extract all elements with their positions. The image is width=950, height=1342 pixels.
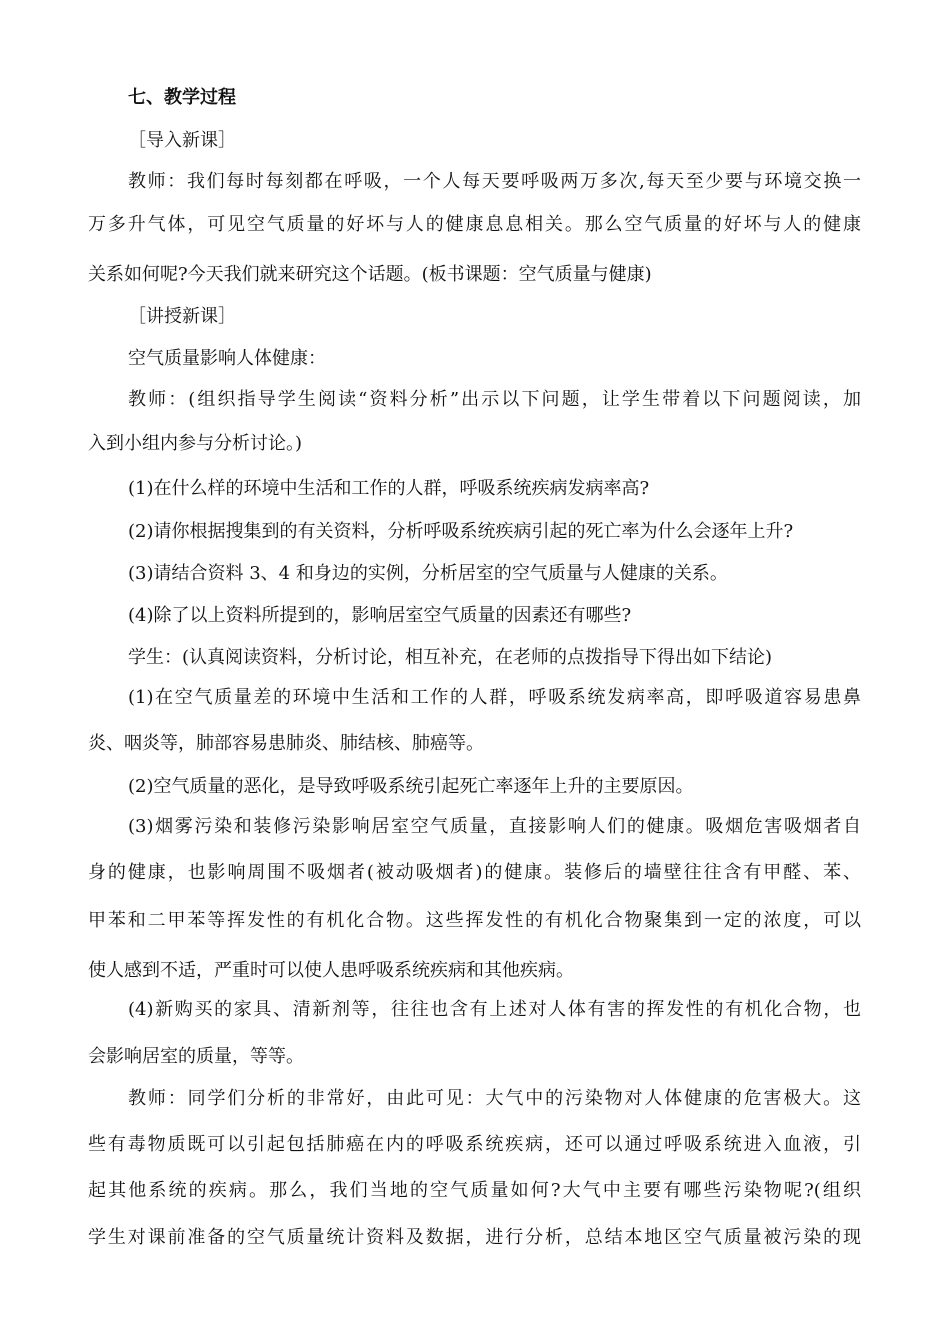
text-line: 些有毒物质既可以引起包括肺癌在内的呼吸系统疾病，还可以通过呼吸系统进入血液，引 [88,1134,861,1155]
text-line: (4)新购买的家具、清新剂等，往往也含有上述对人体有害的挥发性的有机化合物，也 [128,999,861,1020]
question-item: (3)请结合资料 3、4 和身边的实例，分析居室的空气质量与人健康的关系。 [128,563,728,584]
text-line: 学生对课前准备的空气质量统计资料及数据，进行分析，总结本地区空气质量被污染的现 [88,1227,861,1248]
text-line: 炎、咽炎等，肺部容易患肺炎、肺结核、肺癌等。 [88,733,484,754]
text-line: 关系如何呢?今天我们就来研究这个话题。(板书课题：空气质量与健康) [88,264,652,285]
text-line: 使人感到不适，严重时可以使人患呼吸系统疾病和其他疾病。 [88,960,574,981]
text-line: 万多升气体，可见空气质量的好坏与人的健康息息相关。那么空气质量的好坏与人的健康 [88,214,861,235]
text-line: 教师：同学们分析的非常好，由此可见：大气中的污染物对人体健康的危害极大。这 [128,1088,861,1109]
student-intro: 学生：(认真阅读资料，分析讨论，相互补充，在老师的点拨指导下得出如下结论) [128,647,773,668]
text-line: 教师：(组织指导学生阅读“资料分析”出示以下问题，让学生带着以下问题阅读，加 [128,389,861,410]
text-line: 教师：我们每时每刻都在呼吸，一个人每天要呼吸两万多次,每天至少要与环境交换一 [128,171,861,192]
question-item: (1)在什么样的环境中生活和工作的人群，呼吸系统疾病发病率高? [128,478,650,499]
text-line: (3)烟雾污染和装修污染影响居室空气质量，直接影响人们的健康。吸烟危害吸烟者自 [128,816,861,837]
text-line: (1)在空气质量差的环境中生活和工作的人群，呼吸系统发病率高，即呼吸道容易患鼻 [128,687,861,708]
subtopic-title: 空气质量影响人体健康： [128,348,326,369]
text-line: 会影响居室的质量，等等。 [88,1046,304,1067]
text-line: 身的健康，也影响周围不吸烟者(被动吸烟者)的健康。装修后的墙壁往往含有甲醛、苯、 [88,862,861,883]
text-line: 入到小组内参与分析讨论。) [88,433,303,454]
section-heading: 七、教学过程 [128,87,236,108]
text-line: 起其他系统的疾病。那么，我们当地的空气质量如何?大气中主要有哪些污染物呢?(组织 [88,1180,861,1201]
question-item: (2)请你根据搜集到的有关资料，分析呼吸系统疾病引起的死亡率为什么会逐年上升? [128,521,794,542]
question-item: (4)除了以上资料所提到的，影响居室空气质量的因素还有哪些? [128,605,632,626]
text-line: 甲苯和二甲苯等挥发性的有机化合物。这些挥发性的有机化合物聚集到一定的浓度，可以 [88,910,861,931]
teach-tag: ［讲授新课］ [128,306,236,327]
answer-2: (2)空气质量的恶化，是导致呼吸系统引起死亡率逐年上升的主要原因。 [128,776,694,797]
intro-tag: ［导入新课］ [128,130,236,151]
